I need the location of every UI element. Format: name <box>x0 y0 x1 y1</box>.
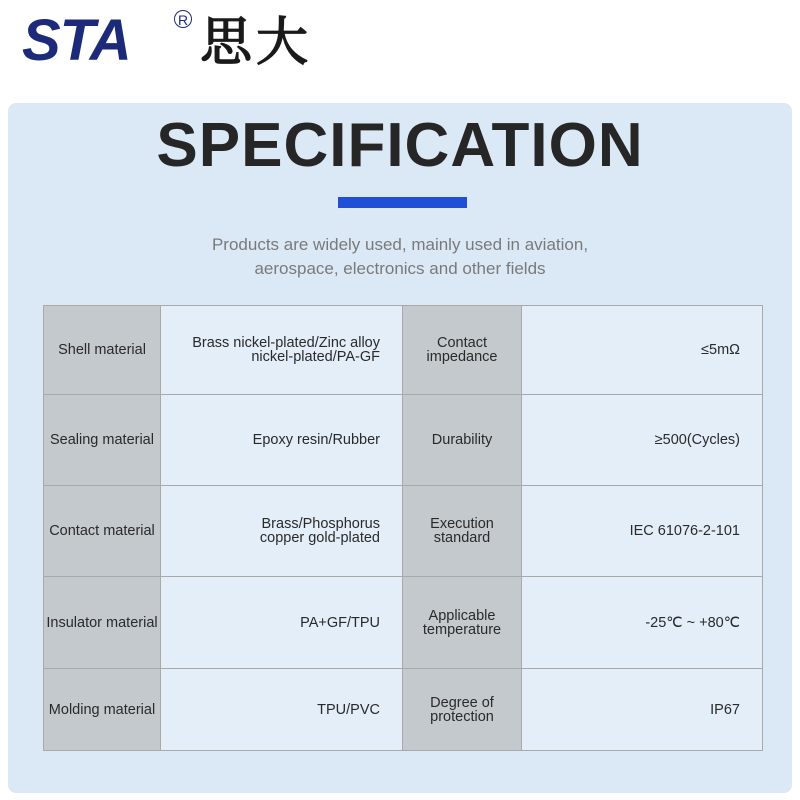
registered-mark: R <box>174 10 192 28</box>
spec-label <box>403 306 522 395</box>
spec-value: IP67 <box>522 669 763 751</box>
brand-logo <box>22 10 352 72</box>
spec-label <box>403 486 522 577</box>
spec-value: -25℃ ~ +80℃ <box>522 577 763 669</box>
spec-label-line: standard <box>433 530 491 546</box>
spec-value: ≤5mΩ <box>522 306 763 395</box>
spec-label: Molding material <box>44 669 161 751</box>
specification-table <box>43 305 763 751</box>
spec-value-line: copper gold-plated <box>259 530 380 546</box>
spec-label: Sealing material <box>44 395 161 486</box>
spec-value-line: Brass nickel-plated/Zinc alloy <box>192 335 380 351</box>
spec-value: ≥500(Cycles) <box>522 395 763 486</box>
subtitle-line: Products are widely used, mainly used in aviation, <box>211 235 589 254</box>
spec-label-line: temperature <box>422 621 502 638</box>
spec-value-line: Brass/Phosphorus <box>261 516 380 532</box>
spec-label-line: Degree of <box>430 694 494 711</box>
spec-label-line: protection <box>430 708 494 725</box>
spec-label-line: Contact <box>437 335 487 351</box>
spec-label: Contact material <box>44 486 161 577</box>
spec-label-line: impedance <box>426 349 498 365</box>
spec-label: Insulator material <box>44 577 161 669</box>
spec-label-line: Applicable <box>428 607 496 624</box>
spec-value: IEC 61076-2-101 <box>522 486 763 577</box>
title-underline <box>338 197 467 208</box>
spec-label <box>403 669 522 751</box>
page-title: SPECIFICATION <box>156 111 644 180</box>
table-row <box>44 669 763 751</box>
table-row <box>44 486 763 577</box>
table-row <box>44 577 763 669</box>
subtitle-line: aerospace, electronics and other fields <box>254 259 546 278</box>
spec-value: TPU/PVC <box>161 669 403 751</box>
table-row <box>44 395 763 486</box>
spec-value-line: nickel-plated/PA-GF <box>251 349 380 365</box>
logo-text: STA <box>22 8 131 73</box>
spec-value <box>161 486 403 577</box>
spec-label-line: Execution <box>430 516 494 532</box>
table-row <box>44 306 763 395</box>
logo-chinese-name: 思大 <box>200 13 313 73</box>
spec-value <box>161 306 403 395</box>
spec-label: Durability <box>403 395 522 486</box>
spec-label <box>403 577 522 669</box>
spec-value: PA+GF/TPU <box>161 577 403 669</box>
subtitle <box>150 233 650 281</box>
spec-label: Shell material <box>44 306 161 395</box>
spec-value: Epoxy resin/Rubber <box>161 395 403 486</box>
